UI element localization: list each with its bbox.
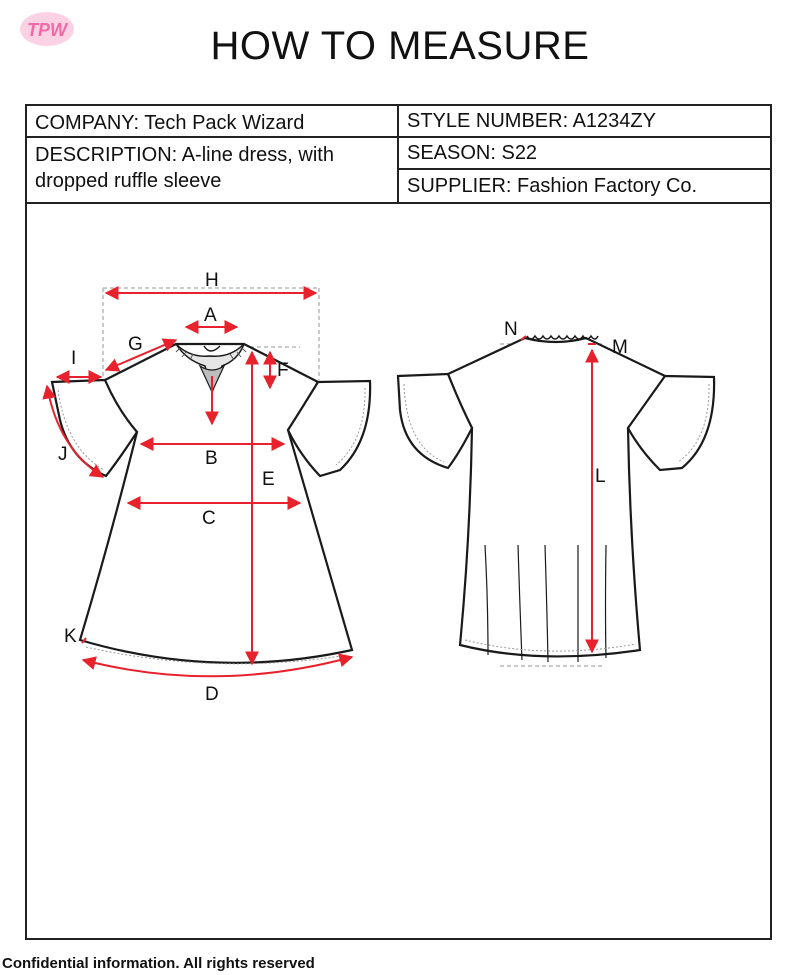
label-A: A [204,305,217,326]
season-cell: SEASON: S22 [399,138,770,170]
label-M: M [612,337,628,358]
label-B: B [205,448,218,469]
label-H: H [205,270,219,291]
label-I: I [71,348,77,369]
description-line-1: DESCRIPTION: A-line dress, with [35,144,334,166]
label-E: E [262,469,275,490]
page-title: HOW TO MEASURE [210,24,590,68]
label-C: C [202,508,216,529]
label-L: L [595,466,606,487]
back-view [398,319,714,666]
label-N: N [504,319,518,340]
supplier-cell: SUPPLIER: Fashion Factory Co. [407,175,698,197]
front-view [47,270,370,705]
label-F: F [277,360,289,381]
style-number-cell: STYLE NUMBER: A1234ZY [399,106,770,138]
company-cell: COMPANY: Tech Pack Wizard [27,106,399,138]
label-G: G [128,334,143,355]
description-line-2: dropped ruffle sleeve [35,170,222,192]
label-D: D [205,684,219,705]
logo-text: TPW [27,20,67,40]
confidential-footer: Confidential information. All rights reserved [2,955,315,972]
back-bodice [448,338,665,656]
label-J: J [58,444,68,465]
label-K: K [64,626,77,647]
